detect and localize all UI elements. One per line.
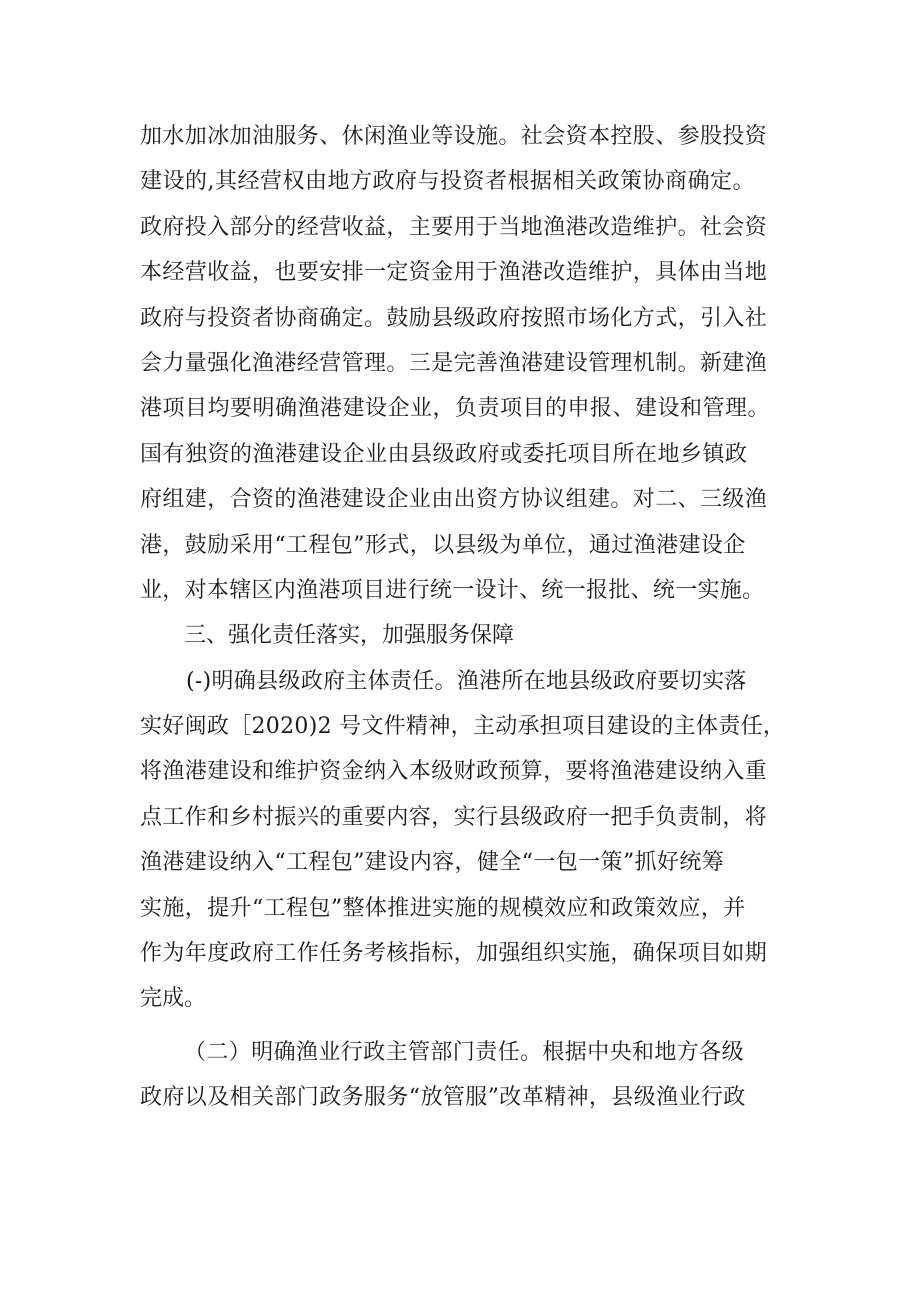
text-line: 作为年度政府工作任务考核指标，加强组织实施，确保项目如期 — [140, 941, 768, 967]
text-line: 业，对本辖区内渔港项目进行统一设计、统一报批、统一实施。 — [140, 577, 765, 603]
text-line: 港项目均要明确渔港建设企业，负责项目的申报、建设和管理。 — [140, 396, 771, 422]
text-line: （二）明确渔业行政主管部门责任。根据中央和地方各级 — [184, 1039, 745, 1065]
text-line: 府组建，合资的渔港建设企业由出资方协议组建。对二、三级渔 — [140, 487, 768, 513]
text-line: 政府以及相关部门政务服务“放管服”改革精神，县级渔业行政 — [140, 1085, 746, 1111]
document-body — [140, 114, 800, 1121]
text-line: 渔港建设纳入“工程包”建设内容，健全“一包一策”抓好统筹 — [140, 850, 725, 876]
text-line: 国有独资的渔港建设企业由县级政府或委托项目所在地乡镇政 — [140, 441, 748, 467]
section-heading: 三、强化责任落实，加强服务保障 — [184, 623, 515, 649]
text-line: 本经营收益，也要安排一定资金用于渔港改造维护，具体由当地 — [140, 260, 768, 286]
text-line: (-)明确县级政府主体责任。渔港所在地县级政府要切实落 — [186, 668, 747, 694]
text-line: 完成。 — [140, 986, 207, 1012]
text-line: 会力量强化渔港经营管理。三是完善渔港建设管理机制。新建渔 — [140, 350, 768, 376]
paragraph-gap — [140, 1022, 800, 1030]
text-line: 政府投入部分的经营收益，主要用于当地渔港改造维护。社会资 — [140, 214, 768, 240]
text-line: 加水加冰加油服务、休闲渔业等设施。社会资本控股、参股投资 — [140, 124, 768, 149]
text-line: 点工作和乡村振兴的重要内容，实行县级政府一把手负责制，将 — [140, 804, 768, 830]
text-line: 建设的,其经营权由地方政府与投资者根据相关政策协商确定。 — [140, 169, 755, 195]
text-line: 政府与投资者协商确定。鼓励县级政府按照市场化方式，引入社 — [140, 305, 768, 331]
text-line: 实好闽政［2020)2 号文件精神，主动承担项目建设的主体责任， — [140, 714, 786, 740]
text-line: 将渔港建设和维护资金纳入本级财政预算，要将渔港建设纳入重 — [140, 759, 768, 785]
text-line: 实施，提升“工程包”整体推进实施的规模效应和政策效应，并 — [140, 895, 746, 921]
text-line: 港，鼓励采用“工程包”形式，以县级为单位，通过渔港建设企 — [140, 532, 746, 558]
